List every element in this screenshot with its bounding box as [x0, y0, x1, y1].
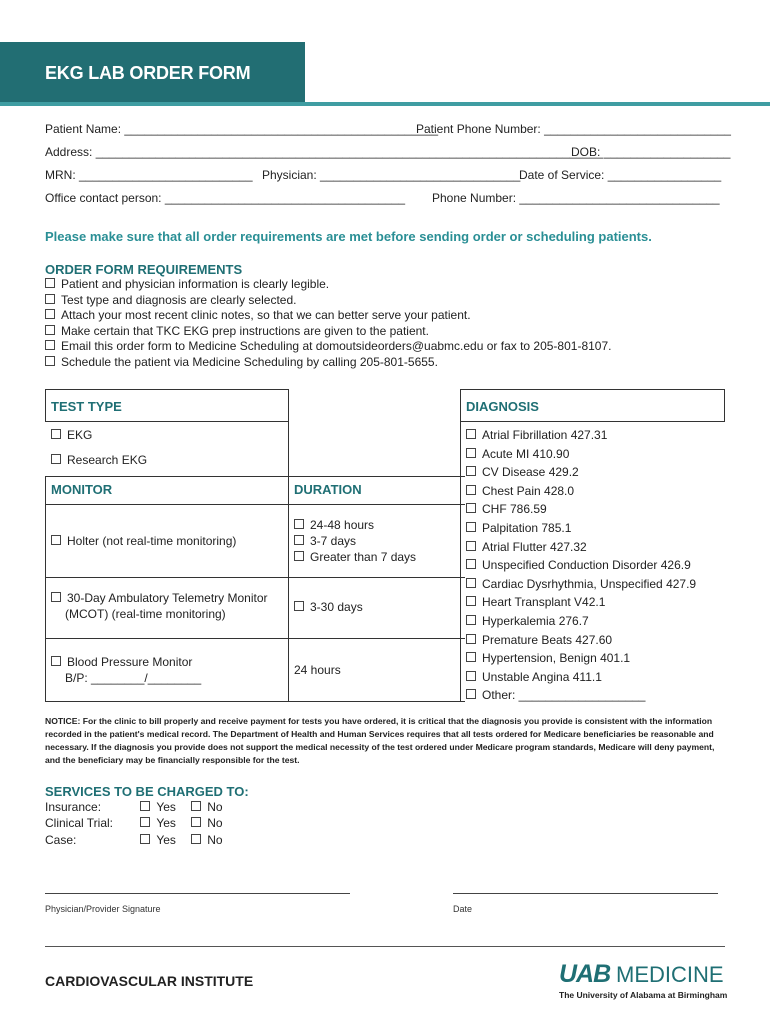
duration-mcot[interactable] [294, 599, 363, 615]
checkbox-icon[interactable] [45, 278, 55, 288]
services-row-case [45, 833, 235, 847]
checkbox-icon[interactable] [51, 454, 61, 464]
services-label: Insurance: [45, 800, 102, 814]
checkbox-icon[interactable] [45, 294, 55, 304]
checkbox-icon[interactable] [51, 592, 61, 602]
diagnosis-item[interactable] [466, 612, 696, 631]
option-label: Yes [156, 833, 176, 847]
checkbox-icon[interactable] [294, 519, 304, 529]
option-label: 3-7 days [310, 534, 357, 548]
table-line [460, 421, 725, 422]
diagnosis-item[interactable] [466, 649, 696, 668]
requirement-text: Email this order form to Medicine Scheduling at domoutsideorders@uabmc.edu or fax to 205-801-8107. [61, 339, 612, 354]
header-rule [0, 102, 770, 106]
option-label: 3-30 days [310, 600, 363, 614]
diagnosis-item[interactable] [466, 519, 696, 538]
no-option[interactable] [191, 800, 222, 814]
requirement-item[interactable] [45, 324, 611, 340]
duration-heading: DURATION [294, 482, 362, 497]
checkbox-icon[interactable] [466, 522, 476, 532]
checkbox-icon[interactable] [466, 541, 476, 551]
patient-name-field[interactable]: Patient Name: _______________________________________________ [45, 122, 439, 136]
institute-name: CARDIOVASCULAR INSTITUTE [45, 973, 254, 989]
table-line [45, 421, 288, 422]
diagnosis-label: Unstable Angina 411.1 [482, 669, 602, 684]
services-row-clinical-trial [45, 816, 235, 830]
dob-field[interactable]: DOB: ___________________ [571, 145, 731, 159]
diagnosis-heading: DIAGNOSIS [466, 399, 539, 414]
checkbox-icon[interactable] [45, 325, 55, 335]
diagnosis-item[interactable] [466, 556, 696, 575]
checkbox-icon[interactable] [466, 466, 476, 476]
phone-number-field[interactable]: Phone Number: ______________________________ [432, 191, 720, 205]
checkbox-icon[interactable] [294, 551, 304, 561]
diagnosis-label: Palpitation 785.1 [482, 520, 572, 535]
diagnosis-label: CV Disease 429.2 [482, 465, 579, 480]
checkbox-icon[interactable] [466, 448, 476, 458]
duration-holter-24-48[interactable] [294, 517, 374, 533]
diagnosis-label: Chest Pain 428.0 [482, 483, 575, 498]
billing-notice: NOTICE: For the clinic to bill properly and receive payment for tests you have ordered, it is critical that the diagnosis you provide is consistent with the information recorded in the patient's medical record. The Department of Health and Human Services requires that all tests ordered for Medicare beneficiaries be reasonable and necessary. If the diagnosis you provide does not support the medical necessity of the test ordered under Medicare program standards, Medicare will deny payment, and the beneficiary may be financially responsible for the test. [45, 716, 715, 765]
diagnosis-item[interactable] [466, 482, 696, 501]
table-line [724, 389, 725, 422]
test-type-heading: TEST TYPE [51, 399, 122, 414]
diagnosis-item[interactable] [466, 500, 696, 519]
diagnosis-label: Heart Transplant V42.1 [482, 595, 606, 610]
date-signature-label: Date [453, 904, 473, 914]
monitor-holter[interactable] [51, 533, 236, 549]
services-heading: SERVICES TO BE CHARGED TO: [45, 784, 249, 799]
checkbox-icon[interactable] [466, 689, 476, 699]
diagnosis-label: Other: ___________________ [482, 688, 646, 703]
monitor-heading: MONITOR [51, 482, 113, 497]
diagnosis-item[interactable] [466, 445, 696, 464]
monitor-mcot-line2: (MCOT) (real-time monitoring) [65, 607, 226, 621]
checkbox-icon[interactable] [466, 429, 476, 439]
option-label: Greater than 7 days [310, 550, 417, 564]
diagnosis-label: Cardiac Dysrhythmia, Unspecified 427.9 [482, 576, 697, 591]
physician-signature-label: Physician/Provider Signature [45, 904, 161, 914]
diagnosis-list [466, 426, 696, 705]
requirement-text: Attach your most recent clinic notes, so that we can better serve your patient. [61, 308, 471, 323]
diagnosis-label: Premature Beats 427.60 [482, 632, 613, 647]
checkbox-icon[interactable] [51, 656, 61, 666]
logo-medicine-text: MEDICINE [616, 962, 724, 987]
table-line [45, 476, 465, 477]
diagnosis-label: Hyperkalemia 276.7 [482, 613, 589, 628]
table-line [460, 389, 461, 702]
no-option[interactable] [191, 816, 222, 830]
logo-subtitle: The University of Alabama at Birmingham [559, 990, 728, 1000]
diagnosis-item[interactable] [466, 631, 696, 650]
table-line [45, 389, 288, 390]
requirement-text: Make certain that TKC EKG prep instructions are given to the patient. [61, 323, 429, 338]
checkbox-icon[interactable] [45, 309, 55, 319]
services-row-insurance [45, 800, 235, 814]
option-label: 24-48 hours [310, 518, 375, 532]
page-title: EKG LAB ORDER FORM [45, 63, 251, 83]
date-signature-line[interactable] [453, 893, 718, 894]
yes-option[interactable] [140, 800, 176, 814]
option-label: EKG [67, 428, 93, 442]
checkbox-icon[interactable] [140, 834, 150, 844]
uab-medicine-logo [559, 960, 727, 988]
duration-bp: 24 hours [294, 663, 341, 677]
checkbox-icon[interactable] [466, 578, 476, 588]
table-line [288, 389, 289, 702]
requirements-heading: ORDER FORM REQUIREMENTS [45, 262, 243, 277]
office-contact-field[interactable]: Office contact person: ____________________________________ [45, 191, 406, 205]
checkbox-icon[interactable] [466, 652, 476, 662]
yes-option[interactable] [140, 833, 176, 847]
requirement-item[interactable] [45, 355, 611, 371]
diagnosis-item[interactable] [466, 426, 696, 445]
physician-signature-line[interactable] [45, 893, 350, 894]
checkbox-icon[interactable] [191, 817, 201, 827]
requirement-text: Patient and physician information is clearly legible. [61, 277, 330, 291]
table-line [45, 504, 465, 505]
duration-holter-gt7[interactable] [294, 549, 416, 565]
table-line [45, 701, 465, 702]
no-option[interactable] [191, 833, 222, 847]
option-label: Holter (not real-time monitoring) [67, 534, 237, 548]
duration-holter-3-7[interactable] [294, 533, 356, 549]
option-label: Yes [156, 800, 176, 814]
table-line [45, 638, 465, 639]
services-label: Case: [45, 833, 77, 847]
checkbox-icon[interactable] [466, 634, 476, 644]
option-label: No [207, 833, 223, 847]
checkbox-icon[interactable] [140, 817, 150, 827]
requirement-item[interactable] [45, 277, 611, 293]
diagnosis-label: Acute MI 410.90 [482, 446, 570, 461]
date-of-service-field[interactable]: Date of Service: _________________ [519, 168, 722, 182]
services-label: Clinical Trial: [45, 816, 114, 830]
checkbox-icon[interactable] [45, 356, 55, 366]
checkbox-icon[interactable] [466, 503, 476, 513]
checkbox-icon[interactable] [466, 485, 476, 495]
table-line [460, 389, 725, 390]
diagnosis-item[interactable] [466, 668, 696, 687]
table-line [45, 389, 46, 422]
checkbox-icon[interactable] [140, 801, 150, 811]
diagnosis-label: Atrial Flutter 427.32 [482, 539, 587, 554]
table-line [45, 476, 46, 702]
monitor-mcot[interactable] [51, 590, 268, 606]
option-label: No [207, 800, 223, 814]
physician-field[interactable]: Physician: ______________________________ [262, 168, 521, 182]
requirement-text: Schedule the patient via Medicine Scheduling by calling 205-801-5655. [61, 354, 438, 369]
yes-option[interactable] [140, 816, 176, 830]
diagnosis-label: CHF 786.59 [482, 502, 547, 517]
checkbox-icon[interactable] [51, 429, 61, 439]
option-label: Yes [156, 816, 176, 830]
checkbox-icon[interactable] [466, 559, 476, 569]
test-type-ekg[interactable] [51, 427, 92, 443]
option-label: Research EKG [67, 453, 148, 467]
checkbox-icon[interactable] [466, 615, 476, 625]
checkbox-icon[interactable] [191, 801, 201, 811]
bp-value-field[interactable]: B/P: ________/________ [65, 671, 202, 685]
checkbox-icon[interactable] [294, 601, 304, 611]
address-field[interactable]: Address: ____________________________________________________________________________ [45, 145, 603, 159]
mrn-field[interactable]: MRN: __________________________ [45, 168, 253, 182]
diagnosis-item[interactable] [466, 463, 696, 482]
requirement-item[interactable] [45, 308, 611, 324]
requirements-list [45, 277, 611, 371]
diagnosis-item[interactable] [466, 575, 696, 594]
checkbox-icon[interactable] [51, 535, 61, 545]
option-label: 30-Day Ambulatory Telemetry Monitor [67, 591, 268, 605]
diagnosis-item[interactable] [466, 686, 696, 705]
monitor-bp[interactable] [51, 654, 192, 670]
checkbox-icon[interactable] [45, 340, 55, 350]
requirement-item[interactable] [45, 339, 611, 355]
requirement-item[interactable] [45, 293, 611, 309]
diagnosis-label: Atrial Fibrillation 427.31 [482, 428, 608, 442]
patient-phone-field[interactable]: Patient Phone Number: ____________________________ [416, 122, 731, 136]
checkbox-icon[interactable] [191, 834, 201, 844]
test-type-research-ekg[interactable] [51, 452, 147, 468]
diagnosis-item[interactable] [466, 593, 696, 612]
diagnosis-label: Unspecified Conduction Disorder 426.9 [482, 558, 691, 573]
table-line [45, 577, 465, 578]
footer-rule [45, 946, 725, 947]
diagnosis-label: Hypertension, Benign 401.1 [482, 651, 631, 666]
option-label: No [207, 816, 223, 830]
checkbox-icon[interactable] [294, 535, 304, 545]
checkbox-icon[interactable] [466, 596, 476, 606]
logo-uab-text: UAB [559, 960, 611, 988]
requirement-text: Test type and diagnosis are clearly selected. [61, 292, 297, 307]
diagnosis-item[interactable] [466, 538, 696, 557]
requirements-notice: Please make sure that all order requirements are met before sending order or scheduling patients. [45, 229, 652, 244]
checkbox-icon[interactable] [466, 671, 476, 681]
option-label: Blood Pressure Monitor [67, 655, 193, 669]
